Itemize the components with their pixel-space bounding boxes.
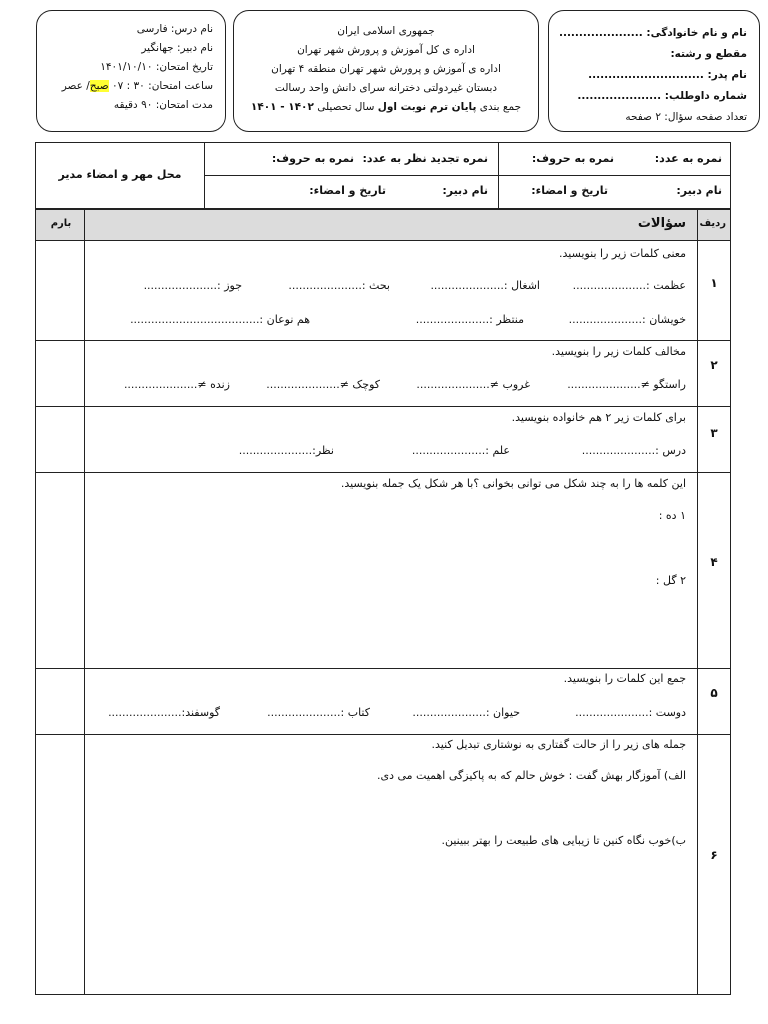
exam-title-year: ۱۴۰۲ - ۱۴۰۱	[250, 101, 314, 113]
answer-field[interactable]: درس :.....................	[581, 444, 686, 457]
question-prompt: معنی کلمات زیر را بنویسید.	[559, 247, 686, 260]
exam-title-mid: سال تحصیلی	[317, 101, 375, 113]
answer-field[interactable]: کوچک ≠.....................	[266, 378, 380, 391]
question-prompt: این کلمه ها را به چند شکل می توانی بخوانی ؟با هر شکل یک جمله بنویسید.	[340, 477, 686, 490]
divider	[84, 210, 85, 994]
exam-title	[234, 101, 538, 113]
answer-field[interactable]: الف) آموزگار بهش گفت : خوش حالم که به پاکیزگی اهمیت می دی.	[376, 769, 686, 782]
exam-time-morning: صبح	[89, 80, 109, 92]
divider	[204, 175, 730, 176]
answer-field[interactable]: ۱ ده :	[658, 509, 686, 522]
district-title: اداره ی آموزش و پرورش شهر تهران منطقه ۴ تهران	[271, 63, 501, 75]
country-title: جمهوری اسلامی ایران	[337, 25, 435, 37]
question-prompt: جمله های زیر را از حالت گفتاری به نوشتاری تبدیل کنید.	[431, 738, 686, 751]
exam-title-pre: جمع بندی	[479, 101, 522, 113]
answer-field[interactable]: ۲ گل :	[655, 574, 686, 587]
answer-field[interactable]: منتظر :.....................	[415, 313, 524, 326]
principal-signature-label: محل مهر و امضاء مدیر	[58, 168, 182, 181]
school-name: دبستان غیردولتی دخترانه سرای دانش واحد رسالت	[274, 82, 498, 94]
divider	[36, 340, 730, 341]
exam-date: تاریخ امتحان: ۱۴۰۱/۱۰/۱۰	[100, 61, 213, 73]
subject-name: نام درس: فارسی	[136, 23, 213, 35]
questions-header	[36, 210, 730, 241]
answer-field[interactable]: حیوان :.....................	[412, 706, 520, 719]
score-word-label[interactable]: نمره به حروف:	[531, 152, 614, 165]
answer-field[interactable]: جوز :.....................	[143, 279, 242, 292]
question-number: ۱	[710, 276, 718, 290]
answer-field[interactable]: دوست :.....................	[575, 706, 686, 719]
answer-field[interactable]: کتاب :.....................	[267, 706, 370, 719]
answer-field[interactable]: علم :.....................	[411, 444, 510, 457]
exam-title-term: پایان ترم نوبت اول	[377, 101, 477, 113]
question-prompt: جمع این کلمات را بنویسید.	[563, 672, 686, 685]
teacher-name-label-2[interactable]: نام دبیر:	[442, 184, 488, 197]
question-number: ۶	[710, 848, 718, 862]
answer-field[interactable]: ب)خوب نگاه کنین تا زیبایی های طبیعت را بهتر ببینین.	[441, 834, 686, 847]
question-prompt: برای کلمات زیر ۲ هم خانواده بنویسید.	[511, 411, 686, 424]
answer-field[interactable]: اشغال :.....................	[430, 279, 540, 292]
answer-field[interactable]: راستگو ≠.....................	[567, 378, 686, 391]
ministry-title: اداره ی کل آموزش و پرورش شهر تهران	[297, 44, 475, 56]
question-prompt: مخالف کلمات زیر را بنویسید.	[551, 345, 686, 358]
exam-duration: مدت امتحان: ۹۰ دقیقه	[113, 99, 213, 111]
question-number: ۴	[710, 555, 718, 569]
score-column-label: بارم	[50, 218, 72, 229]
answer-field[interactable]: خویشان :.....................	[568, 313, 686, 326]
exam-time	[62, 80, 213, 92]
answer-field[interactable]: عظمت :.....................	[572, 279, 686, 292]
date-sign-label[interactable]: تاریخ و امضاء:	[531, 184, 608, 197]
question-number: ۵	[710, 686, 718, 700]
divider	[36, 668, 730, 669]
student-name-field[interactable]: نام و نام خانوادگی: .....................	[558, 27, 747, 39]
revision-score-label[interactable]: نمره تجدید نظر به عدد:	[362, 152, 488, 165]
teacher-name: نام دبیر: جهانگیر	[141, 42, 213, 54]
seat-number-field[interactable]: شماره داوطلب: .....................	[577, 90, 747, 102]
answer-field[interactable]: نظر:.....................	[238, 444, 334, 457]
school-info-box	[233, 10, 539, 132]
answer-field[interactable]: بحث :.....................	[288, 279, 390, 292]
questions-title: سؤالات	[637, 216, 686, 231]
exam-time-afternoon: / عصر	[61, 80, 90, 92]
answer-field[interactable]: زنده ≠.....................	[123, 378, 230, 391]
questions-table	[35, 209, 731, 995]
exam-info-box	[36, 10, 226, 132]
grade-table	[35, 142, 731, 209]
revision-word-label[interactable]: نمره به حروف:	[271, 152, 354, 165]
father-name-field[interactable]: نام پدر: .............................	[588, 69, 747, 81]
score-number-label[interactable]: نمره به عدد:	[654, 152, 722, 165]
grade-field[interactable]: مقطع و رشته:	[670, 48, 747, 60]
answer-field[interactable]: غروب ≠.....................	[416, 378, 530, 391]
date-sign-label-2[interactable]: تاریخ و امضاء:	[309, 184, 386, 197]
question-number: ۳	[710, 426, 718, 440]
exam-time-value: ساعت امتحان: ۳۰ : ۰۷	[112, 80, 213, 92]
row-label: ردیف	[699, 218, 726, 229]
question-number: ۲	[710, 358, 718, 372]
answer-field[interactable]: گوسفند:.....................	[108, 706, 220, 719]
divider	[36, 472, 730, 473]
answer-field[interactable]: هم نوعان :.....................................	[130, 313, 310, 326]
student-info-box	[548, 10, 760, 132]
teacher-name-label[interactable]: نام دبیر:	[676, 184, 722, 197]
divider	[36, 406, 730, 407]
divider	[697, 210, 698, 994]
divider	[36, 734, 730, 735]
page-count: تعداد صفحه سؤال: ۲ صفحه	[625, 111, 747, 123]
